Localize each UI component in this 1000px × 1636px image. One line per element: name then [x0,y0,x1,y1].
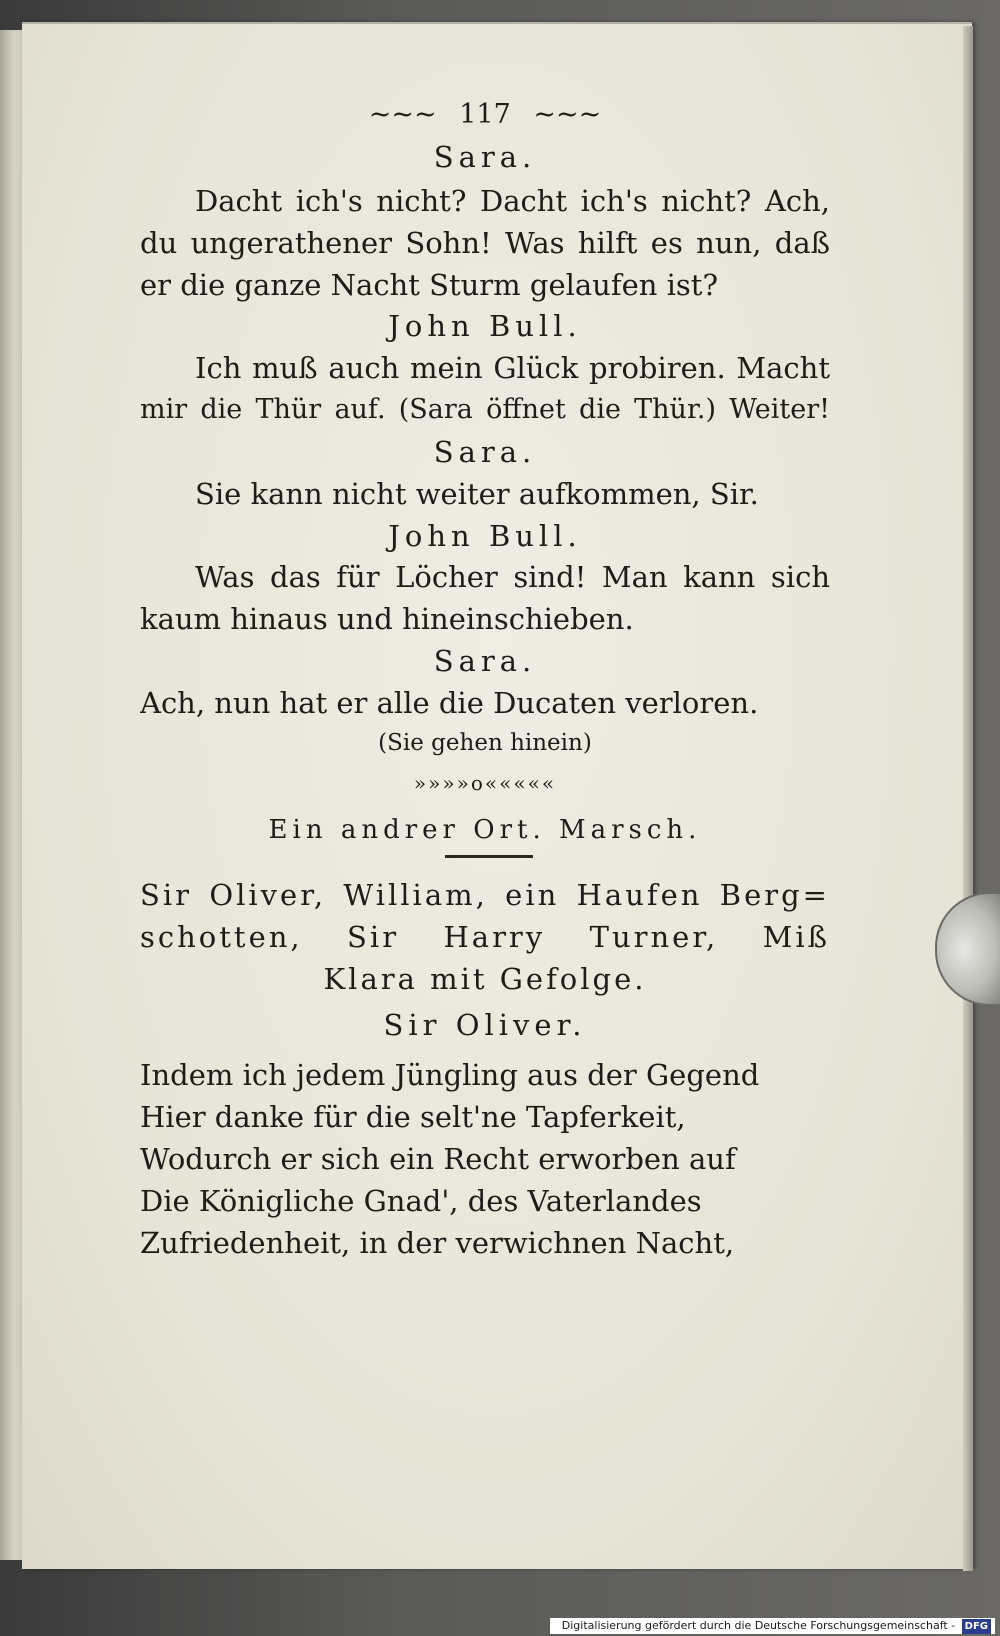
page-number-line [140,95,830,135]
ornament-right: ~~~ [533,99,602,130]
scene-heading: Ein andrer Ort. Marsch. [268,815,702,845]
verse-line: Zufriedenheit, in der verwichnen Nacht, [140,1226,735,1260]
speaker-sara: Sara. [433,435,537,469]
speaker-sir-oliver: Sir Oliver. [383,1008,587,1042]
text-line: Sie kann nicht weiter aufkommen, Sir. [195,477,759,511]
text-line: er die ganze Nacht Sturm gelaufen ist? [140,268,719,302]
page-number: 117 [459,99,511,130]
speaker-sara: Sara. [433,140,537,174]
speaker-sara: Sara. [433,644,537,678]
text-line: du ungerathener Sohn! Was hilft es nun, daß [140,226,830,260]
verse-line: Die Königliche Gnad', des Vaterlandes [140,1184,702,1218]
horizontal-rule [445,855,533,858]
verse-line: Hier danke für die selt'ne Tapferkeit, [140,1100,686,1134]
digitization-footer [550,1618,995,1634]
ornament-left: ~~~ [368,99,437,130]
text-line: Was das für Löcher sind! Man kann sich [195,560,830,594]
ornament-divider: »»»»o««««« [413,771,557,795]
cast-line: schotten, Sir Harry Turner, Miß [140,920,830,954]
speaker-john-bull: John Bull. [388,309,582,343]
dfg-logo-icon: DFG [962,1619,991,1634]
text-line: kaum hinaus und hineinschieben. [140,602,634,636]
cast-line: Sir Oliver, William, ein Haufen Berg= [140,878,830,912]
text-line: mir die Thür auf. (Sara öffnet die Thür.) Weiter! [140,394,830,425]
footer-text: Digitalisierung gefördert durch die Deutsche Forschungsgemeinschaft - [561,1619,956,1632]
speaker-john-bull: John Bull. [388,519,582,553]
text-line: Ach, nun hat er alle die Ducaten verloren. [140,686,759,720]
text-line: Dacht ich's nicht? Dacht ich's nicht? Ach, [195,184,830,218]
text-line: Ich muß auch mein Glück probiren. Macht [195,351,830,385]
stage-direction: (Sie gehen hinein) [378,730,592,756]
verse-line: Indem ich jedem Jüngling aus der Gegend [140,1058,760,1092]
cast-line: Klara mit Gefolge. [323,962,647,996]
right-page-edge [963,26,973,1571]
verse-line: Wodurch er sich ein Recht erworben auf [140,1142,736,1176]
